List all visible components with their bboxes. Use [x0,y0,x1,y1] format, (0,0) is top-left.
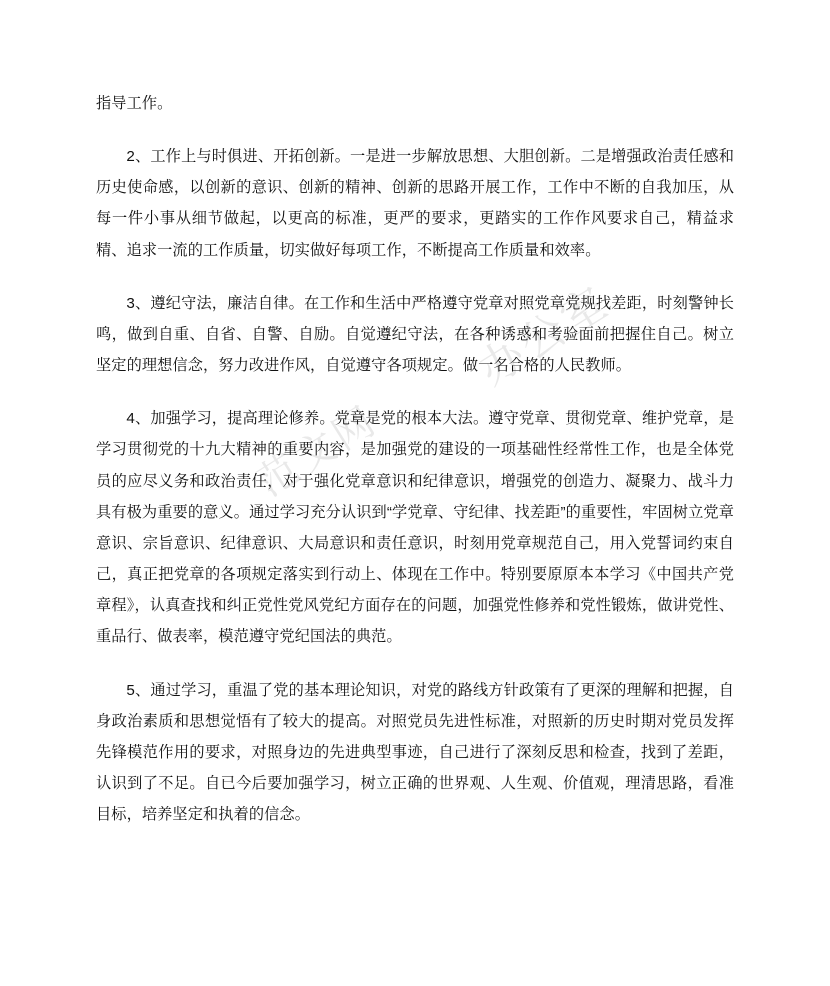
document-body [96,88,734,830]
watermark-text-2: 范文网 [249,396,386,506]
paragraph-0: 指导工作。 [96,95,173,112]
paragraph-3: 4、加强学习，提高理论修养。党章是党的根本大法。遵守党章、贯彻党章、维护党章，是学习贯彻党的十九大精神的重要内容，是加强党的建设的一项基础性经常性工作，也是全体党员的应尽义务和政治责任，对于强化党章意识和纪律意识，增强党的创造力、凝聚力、战斗力具有极为重要的意义。通过学习充分认识到“学党章、守纪律、找差距”的重要性，牢固树立党章意识、宗旨意识、纪律意识、大局意识和责任意识，时刻用党章规范自己，用入党誓词约束自己，真正把党章的各项规定落实到行动上、体现在工作中。特别要原原本本学习《中国共产党章程》，认真查找和纠正党性党风党纪方面存在的问题，加强党性修养和党性锻炼，做讲党性、重品行、做表率，模范遵守党纪国法的典范。 [96,410,734,646]
paragraph-4: 5、通过学习，重温了党的基本理论知识，对党的路线方针政策有了更深的理解和把握，自身政治素质和思想觉悟有了较大的提高。对照党员先进性标准，对照新的历史时期对党员发挥先锋模范作用的要求，对照身边的先进典型事迹，自己进行了深刻反思和检查，找到了差距，认识到了不足。自已今后要加强学习，树立正确的世界观、人生观、价值观，理清思路，看准目标，培养坚定和执着的信念。 [96,681,734,824]
paragraph-1: 2、工作上与时俱进、开拓创新。一是进一步解放思想、大胆创新。二是增强政治责任感和历史使命感，以创新的意识、创新的精神、创新的思路开展工作，工作中不断的自我加压，从每一件小事从细节做起，以更高的标准，更严的要求，更踏实的工作作风要求自己，精益求精、追求一流的工作质量，切实做好每项工作，不断提高工作质量和效率。 [96,148,734,259]
paragraph-2: 3、遵纪守法，廉洁自律。在工作和生活中严格遵守党章对照党章党规找差距，时刻警钟长鸣，做到自重、自省、自警、自励。自觉遵纪守法，在各种诱惑和考验面前把握住自己。树立坚定的理想信念，努力改进作风，自觉遵守各项规定。做一名合格的人民教师。 [96,294,734,375]
watermark-text-1: 办公室 [470,276,619,395]
